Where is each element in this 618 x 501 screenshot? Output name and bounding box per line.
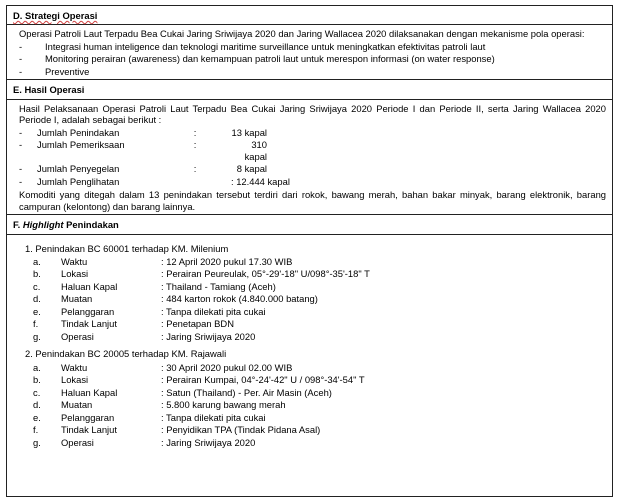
stat-value: 8 kapal	[236, 163, 267, 175]
section-d-body	[7, 25, 612, 79]
section-e-body	[7, 100, 612, 214]
case-row: d. Muatan : 484 karton rokok (4.840.000 batang)	[33, 293, 318, 305]
case-row: a. Waktu : 30 April 2020 pukul 02.00 WIB	[33, 361, 293, 373]
stat-label: Jumlah Penyegelan	[37, 163, 120, 175]
section-e-intro: Hasil Pelaksanaan Operasi Patroli Laut Terpadu Bea Cukai Jaring Sriwijaya 2020 Periode I dan Periode II, serta Jaring Wallacea 2020 Periode I, adalah sebagai berikut :	[19, 102, 606, 126]
section-e-title: E. Hasil Operasi	[13, 84, 85, 96]
case-row: c. Haluan Kapal : Thailand - Tamiang (Aceh)	[33, 280, 276, 292]
list-item: - Monitoring perairan (awareness) dan kemampuan patroli laut untuk merespon informasi (on water response)	[19, 53, 495, 65]
section-f-body	[7, 235, 612, 451]
section-f-heading	[7, 214, 612, 234]
stat-row: - Jumlah Penindakan : 13 kapal	[19, 126, 267, 138]
case-row: c. Haluan Kapal : Satun (Thailand) - Per. Air Masin (Aceh)	[33, 386, 332, 398]
stat-value: : 12.444 kapal	[231, 175, 290, 187]
section-e-heading	[7, 79, 612, 99]
report-table	[6, 5, 613, 497]
case-row: a. Waktu : 12 April 2020 pukul 17.30 WIB	[33, 255, 293, 267]
case-row: e. Pelanggaran : Tanpa dilekati pita cukai	[33, 305, 266, 317]
bullet-text: Preventive	[45, 65, 90, 77]
case-row: e. Pelanggaran : Tanpa dilekati pita cukai	[33, 411, 266, 423]
list-item: - Preventive	[19, 65, 90, 77]
list-item: - Integrasi human inteligence dan teknologi maritime surveillance untuk meningkatkan efektivitas patroli laut	[19, 40, 486, 52]
case-row: f. Tindak Lanjut : Penyidikan TPA (Tindak Pidana Asal)	[33, 424, 321, 436]
case-row: g. Operasi : Jaring Sriwijaya 2020	[33, 436, 256, 448]
section-f-title-prefix: F.	[13, 219, 23, 231]
case-row: d. Muatan : 5.800 karung bawang merah	[33, 399, 286, 411]
section-f-title-rest: Penindakan	[63, 219, 119, 231]
bullet-text: Monitoring perairan (awareness) dan kemampuan patroli laut untuk merespon informasi (on water response)	[45, 53, 495, 65]
section-d-heading	[7, 6, 612, 25]
stat-row: - Jumlah Penglihatan : 12.444 kapal	[19, 175, 290, 187]
section-f-title-italic: Highlight	[22, 219, 64, 231]
stat-row: - Jumlah Penyegelan : 8 kapal	[19, 163, 267, 175]
stat-value: 13 kapal	[231, 126, 267, 138]
section-e-summary: Komoditi yang ditegah dalam 13 penindakan tersebut terdiri dari rokok, bawang merah, bahan bakar minyak, barang elektronik, barang campuran (kelontong) dan barang lainnya.	[19, 189, 606, 212]
case-title: 1. Penindakan BC 60001 terhadap KM. Milenium	[25, 242, 229, 254]
stat-label: Jumlah Penglihatan	[37, 175, 120, 187]
section-d-title: D. Strategi Operasi	[13, 10, 98, 21]
bullet-text: Integrasi human inteligence dan teknologi maritime surveillance untuk meningkatkan efektivitas patroli laut	[45, 40, 486, 52]
case-row: f. Tindak Lanjut : Penetapan BDN	[33, 318, 234, 330]
case-row: g. Operasi : Jaring Sriwijaya 2020	[33, 330, 256, 342]
case-row: b. Lokasi : Perairan Kumpai, 04°-24'-42" U / 098°-34'-54" T	[33, 374, 365, 386]
case-title: 2. Penindakan BC 20005 terhadap KM. Rajawali	[25, 348, 227, 360]
section-d-intro: Operasi Patroli Laut Terpadu Bea Cukai Jaring Sriwijaya 2020 dan Jaring Wallacea 2020 dilaksanakan dengan mekanisme pola operasi:	[19, 28, 585, 40]
stat-label: Jumlah Pemeriksaan	[37, 139, 125, 151]
stat-label: Jumlah Penindakan	[37, 126, 120, 138]
stat-row: - Jumlah Pemeriksaan : 310 kapal	[19, 139, 267, 162]
case-row: b. Lokasi : Perairan Peureulak, 05°-29'-18" U/098°-35'-18" T	[33, 268, 370, 280]
stat-value: 310 kapal	[244, 139, 267, 162]
